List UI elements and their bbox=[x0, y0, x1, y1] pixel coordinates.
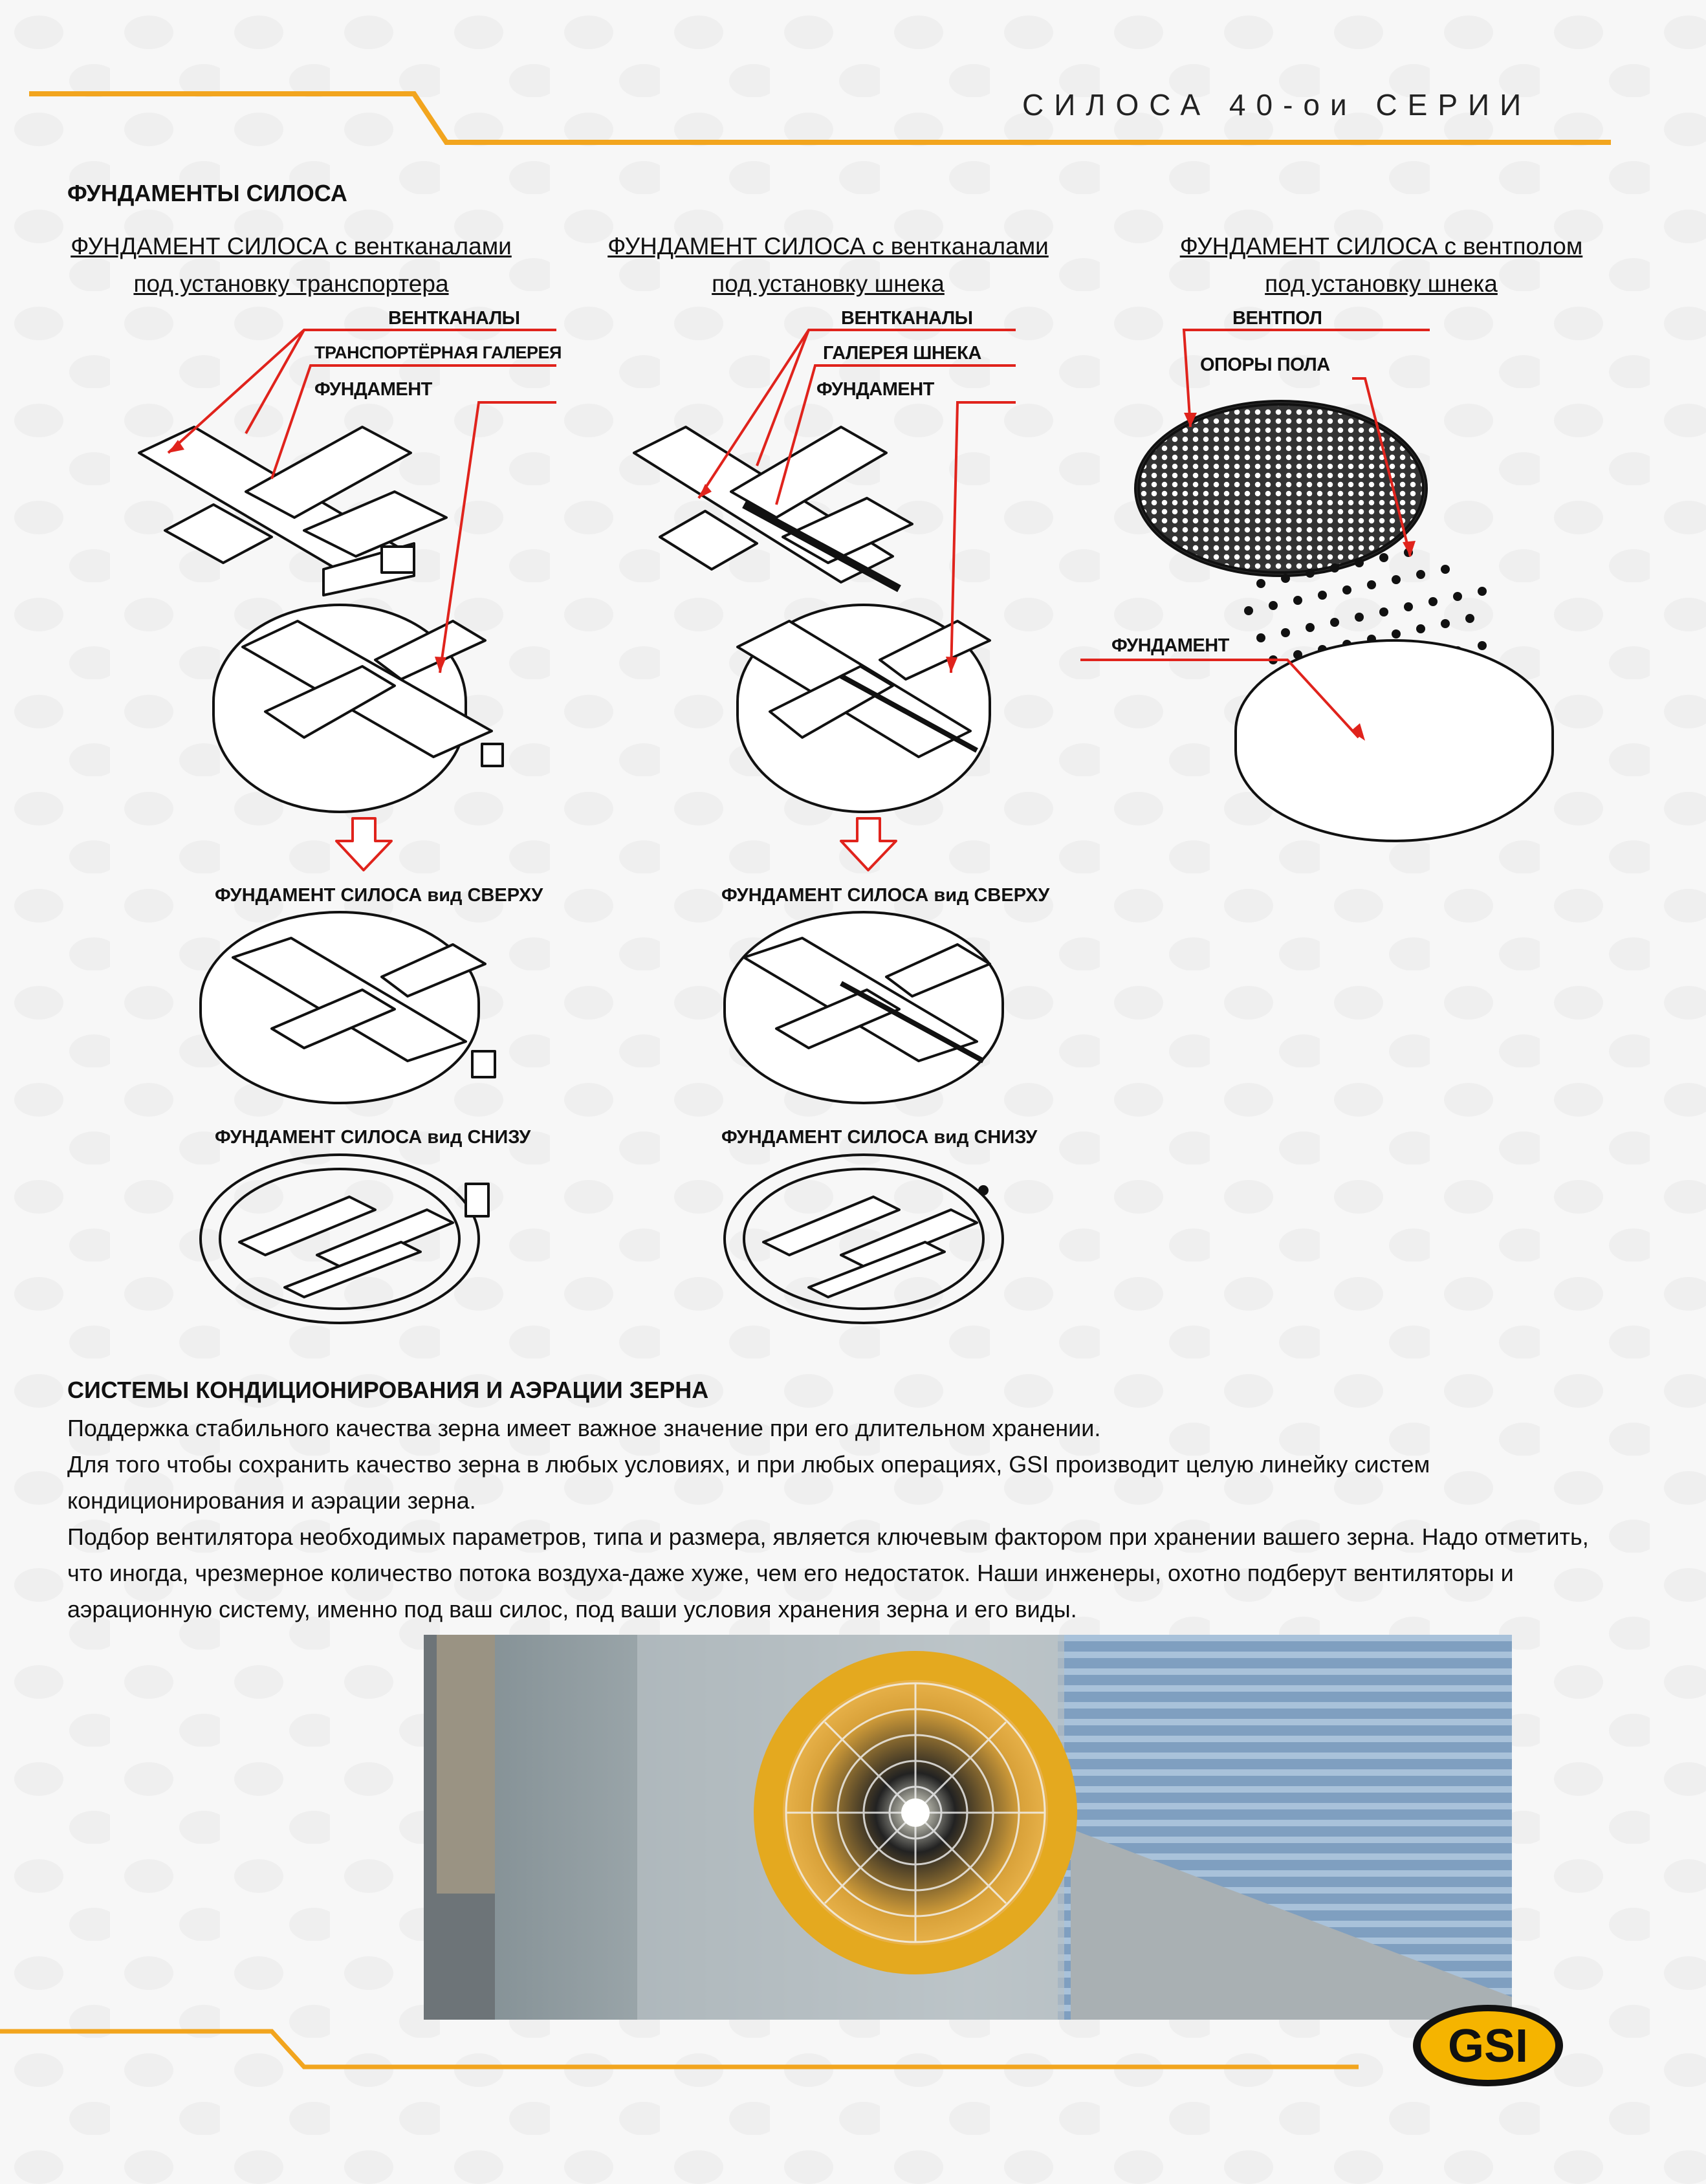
floor-support-dot bbox=[1441, 619, 1450, 628]
floor-support-dot bbox=[1404, 602, 1413, 611]
floor-support-dot bbox=[1392, 629, 1401, 639]
header-title: СИЛОСА 40-ои СЕРИИ bbox=[1022, 88, 1532, 122]
floor-support-dot bbox=[1256, 579, 1265, 588]
column1-foundation-slab bbox=[213, 605, 503, 812]
floor-support-dot bbox=[1256, 633, 1265, 642]
label-floor-supports: ОПОРЫ ПОЛА bbox=[1200, 355, 1330, 375]
label-foundation-3: ФУНДАМЕНТ bbox=[1111, 635, 1229, 656]
floor-support-dot bbox=[1342, 585, 1351, 595]
label-conveyor-gallery: ТРАНСПОРТЁРНАЯ ГАЛЕРЕЯ bbox=[314, 343, 562, 362]
floor-support-dot bbox=[1416, 570, 1425, 579]
label-foundation-1: ФУНДАМЕНТ bbox=[314, 379, 432, 400]
label-vent-floor: ВЕНТПОЛ bbox=[1232, 308, 1322, 329]
aeration-body-text bbox=[67, 1410, 1607, 1628]
column1-top-view bbox=[201, 912, 495, 1103]
floor-support-dot bbox=[1379, 553, 1388, 562]
column2-top-view bbox=[725, 912, 1003, 1103]
down-arrow-2 bbox=[841, 818, 896, 870]
column2-vent-channels-drawing bbox=[634, 427, 912, 589]
column3-foundation-slab bbox=[1236, 640, 1553, 841]
floor-support-dot bbox=[1416, 624, 1425, 633]
aeration-paragraph: Подбор вентилятора необходимых параметров, типа и размера, является ключевым фактором при хранении вашего зерна. Надо отметить, что иногда, чрезмерное количество потока воздуха-даже хуже, чем его недостаток. Наши инженеры, охотно подберут вентиляторы и аэрационную систему, именно под ваш силос, под ваши условия хранения зерна и его виды. bbox=[67, 1523, 1589, 1622]
down-arrow-1 bbox=[336, 818, 391, 870]
aeration-fan-photo bbox=[424, 1635, 1512, 2020]
column2-view-bottom-label: ФУНДАМЕНТ СИЛОСА вид СНИЗУ bbox=[721, 1127, 1038, 1148]
column1-vent-channels-drawing bbox=[139, 427, 446, 595]
floor-support-dot bbox=[1293, 596, 1302, 605]
floor-support-dot bbox=[1355, 613, 1364, 622]
column2-bottom-view bbox=[725, 1155, 1003, 1323]
column1-title: ФУНДАМЕНТ СИЛОСА с вентканалами под установку транспортера bbox=[71, 233, 512, 297]
floor-support-dot bbox=[1318, 591, 1327, 600]
label-ventchannels-1: ВЕНТКАНАЛЫ bbox=[388, 308, 520, 329]
gsi-logo bbox=[1410, 2002, 1566, 2090]
column1-bottom-view bbox=[201, 1155, 488, 1323]
floor-support-dot bbox=[1428, 597, 1438, 606]
svg-text:GSI: GSI bbox=[1447, 2020, 1529, 2072]
floor-support-dot bbox=[1244, 606, 1253, 615]
column1-view-bottom-label: ФУНДАМЕНТ СИЛОСА вид СНИЗУ bbox=[215, 1127, 531, 1148]
floor-support-dot bbox=[1465, 614, 1474, 623]
floor-support-dot bbox=[1478, 587, 1487, 596]
aeration-section-title: СИСТЕМЫ КОНДИЦИОНИРОВАНИЯ И АЭРАЦИИ ЗЕРНА bbox=[67, 1377, 709, 1403]
foundations-section-title: ФУНДАМЕНТЫ СИЛОСА bbox=[67, 180, 347, 206]
floor-support-dot bbox=[1269, 601, 1278, 610]
column1-view-top-label: ФУНДАМЕНТ СИЛОСА вид СВЕРХУ bbox=[215, 885, 543, 906]
label-auger-gallery: ГАЛЕРЕЯ ШНЕКА bbox=[823, 343, 981, 364]
label-ventchannels-2: ВЕНТКАНАЛЫ bbox=[841, 308, 973, 329]
floor-support-dot bbox=[1355, 558, 1364, 567]
column3-vent-floor bbox=[1135, 401, 1427, 576]
column2-title: ФУНДАМЕНТ СИЛОСА с вентканалами под установку шнека bbox=[607, 233, 1049, 297]
label-foundation-2: ФУНДАМЕНТ bbox=[816, 379, 934, 400]
floor-support-dot bbox=[1306, 623, 1315, 632]
floor-support-dot bbox=[1306, 569, 1315, 578]
floor-support-dot bbox=[1392, 575, 1401, 584]
column3-title: ФУНДАМЕНТ СИЛОСА с вентполом под установку шнека bbox=[1179, 233, 1583, 297]
floor-support-dot bbox=[1330, 618, 1339, 627]
floor-support-dot bbox=[1441, 565, 1450, 574]
floor-support-dot bbox=[1453, 592, 1462, 601]
aeration-paragraph: Для того чтобы сохранить качество зерна в любых условиях, и при любых операциях, GSI производит целую линейку систем кондиционирования и аэрации зерна. bbox=[67, 1451, 1430, 1514]
floor-support-dot bbox=[1367, 580, 1376, 589]
floor-support-dot bbox=[1330, 563, 1339, 573]
floor-support-dot bbox=[1478, 641, 1487, 650]
column2-view-top-label: ФУНДАМЕНТ СИЛОСА вид СВЕРХУ bbox=[721, 885, 1050, 906]
floor-support-dot bbox=[1281, 574, 1290, 583]
aeration-paragraph: Поддержка стабильного качества зерна имеет важное значение при его длительном хранении. bbox=[67, 1415, 1101, 1441]
floor-support-dot bbox=[1379, 607, 1388, 617]
floor-support-dot bbox=[1281, 628, 1290, 637]
